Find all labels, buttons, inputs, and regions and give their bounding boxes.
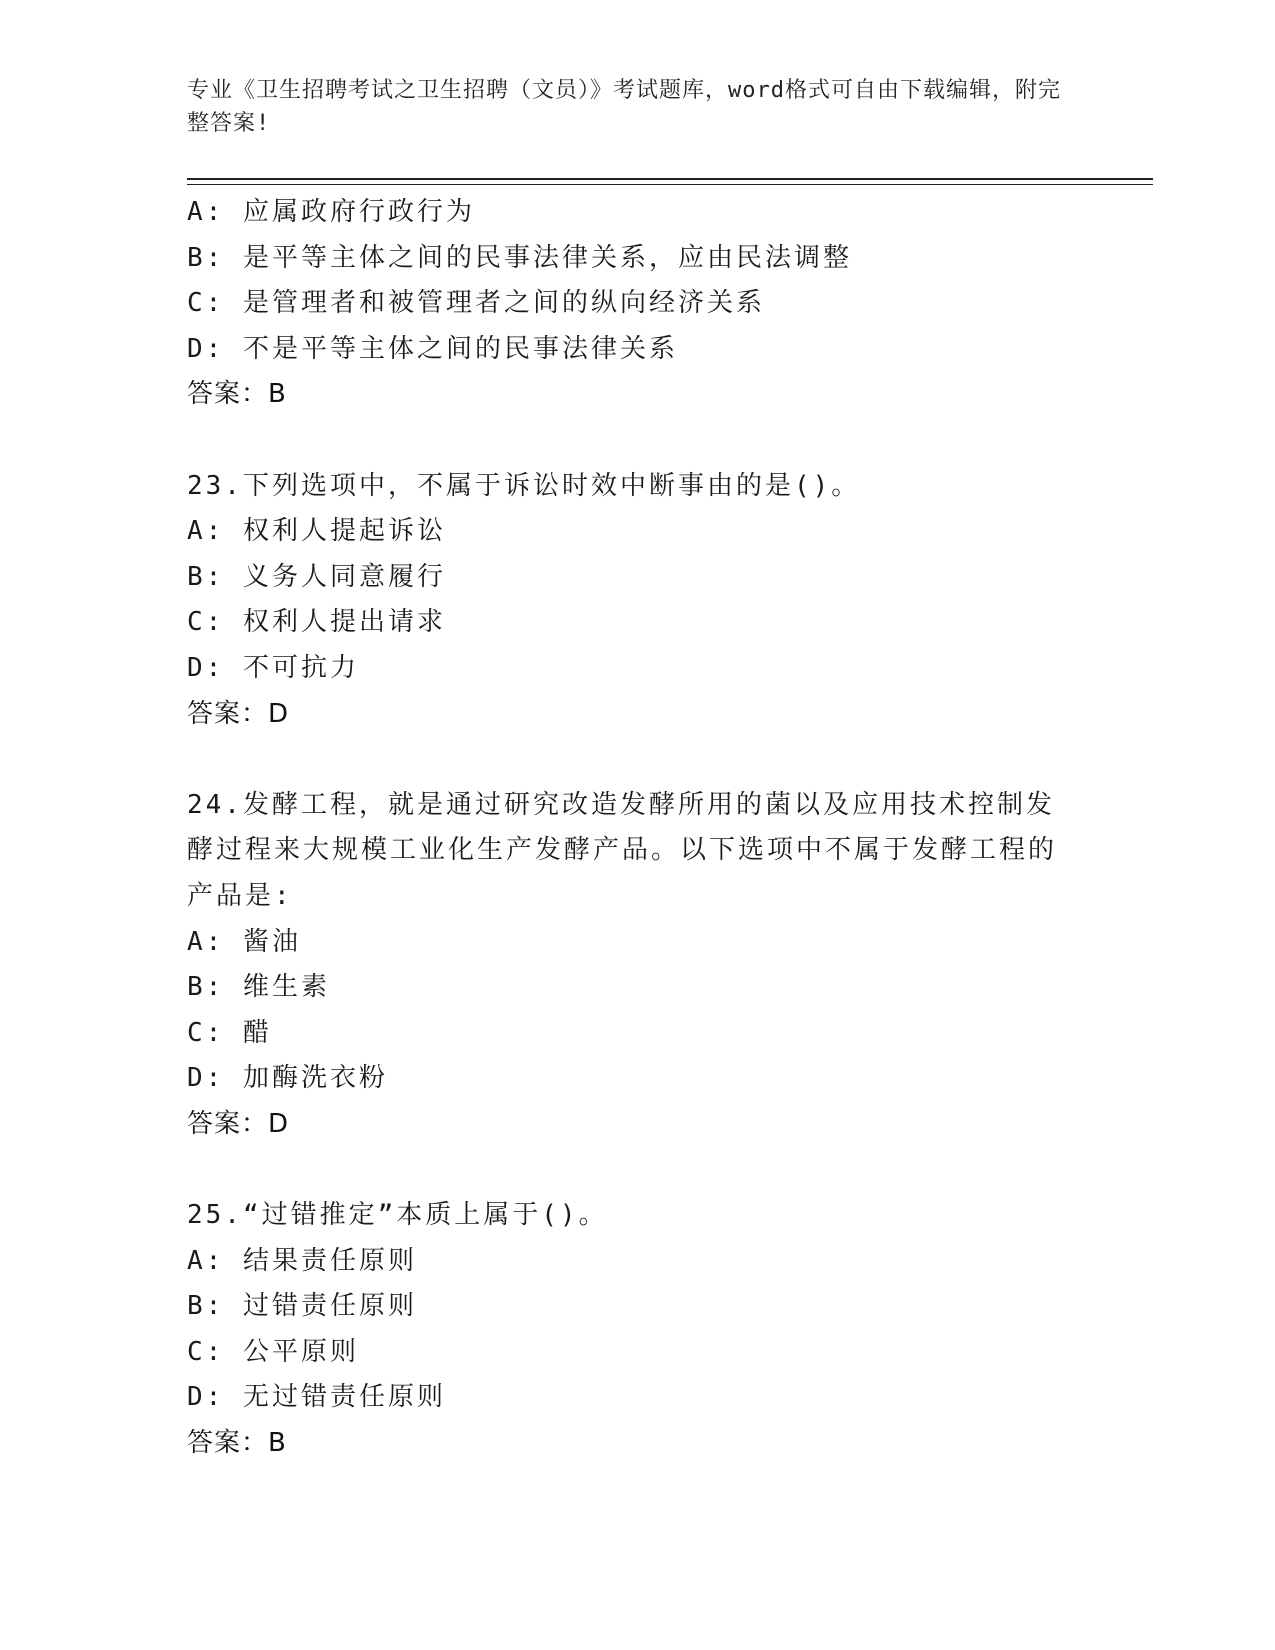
option-a: A: 应属政府行政行为 — [187, 197, 475, 227]
option-a: A: 权利人提起诉讼 — [187, 516, 446, 547]
option-b: B: 义务人同意履行 — [187, 561, 446, 592]
option-d: D: 加酶洗衣粉 — [187, 1063, 388, 1094]
option-d: D: 不可抗力 — [187, 652, 359, 683]
header-rule-thick — [187, 178, 1153, 180]
question-text: 23.下列选项中，不属于诉讼时效中断事由的是()。 — [187, 470, 861, 501]
document-header: 专业《卫生招聘考试之卫生招聘（文员）》考试题库，word格式可自由下载编辑，附完整答案! — [187, 78, 1061, 136]
spacer — [187, 418, 1087, 464]
header-rule-thin — [187, 184, 1153, 185]
option-c: C: 醋 — [187, 1017, 272, 1048]
option-b: B: 过错责任原则 — [187, 1291, 417, 1322]
question-list — [187, 190, 1087, 1467]
answer-line: 答案：B — [187, 379, 287, 410]
option-d: D: 无过错责任原则 — [187, 1382, 446, 1413]
option-c: C: 权利人提出请求 — [187, 607, 446, 638]
option-a: A: 结果责任原则 — [187, 1245, 417, 1276]
answer-line: 答案：D — [187, 1108, 290, 1139]
option-b: B: 是平等主体之间的民事法律关系，应由民法调整 — [187, 242, 852, 273]
answer-line: 答案：B — [187, 1428, 287, 1459]
question-block-22 — [187, 190, 1087, 418]
answer-line: 答案：D — [187, 698, 290, 729]
question-text: 24.发酵工程，就是通过研究改造发酵所用的菌以及应用技术控制发酵过程来大规模工业化生产发酵产品。以下选项中不属于发酵工程的产品是: — [187, 789, 1058, 911]
question-block-24 — [187, 783, 1087, 1148]
option-c: C: 是管理者和被管理者之间的纵向经济关系 — [187, 288, 765, 319]
question-text: 25.“过错推定”本质上属于()。 — [187, 1200, 608, 1231]
spacer — [187, 737, 1087, 783]
option-a: A: 酱油 — [187, 926, 301, 957]
option-d: D: 不是平等主体之间的民事法律关系 — [187, 333, 678, 364]
option-c: C: 公平原则 — [187, 1336, 359, 1367]
option-b: B: 维生素 — [187, 972, 330, 1003]
question-block-23 — [187, 464, 1087, 738]
question-block-25 — [187, 1193, 1087, 1467]
spacer — [187, 1147, 1087, 1193]
